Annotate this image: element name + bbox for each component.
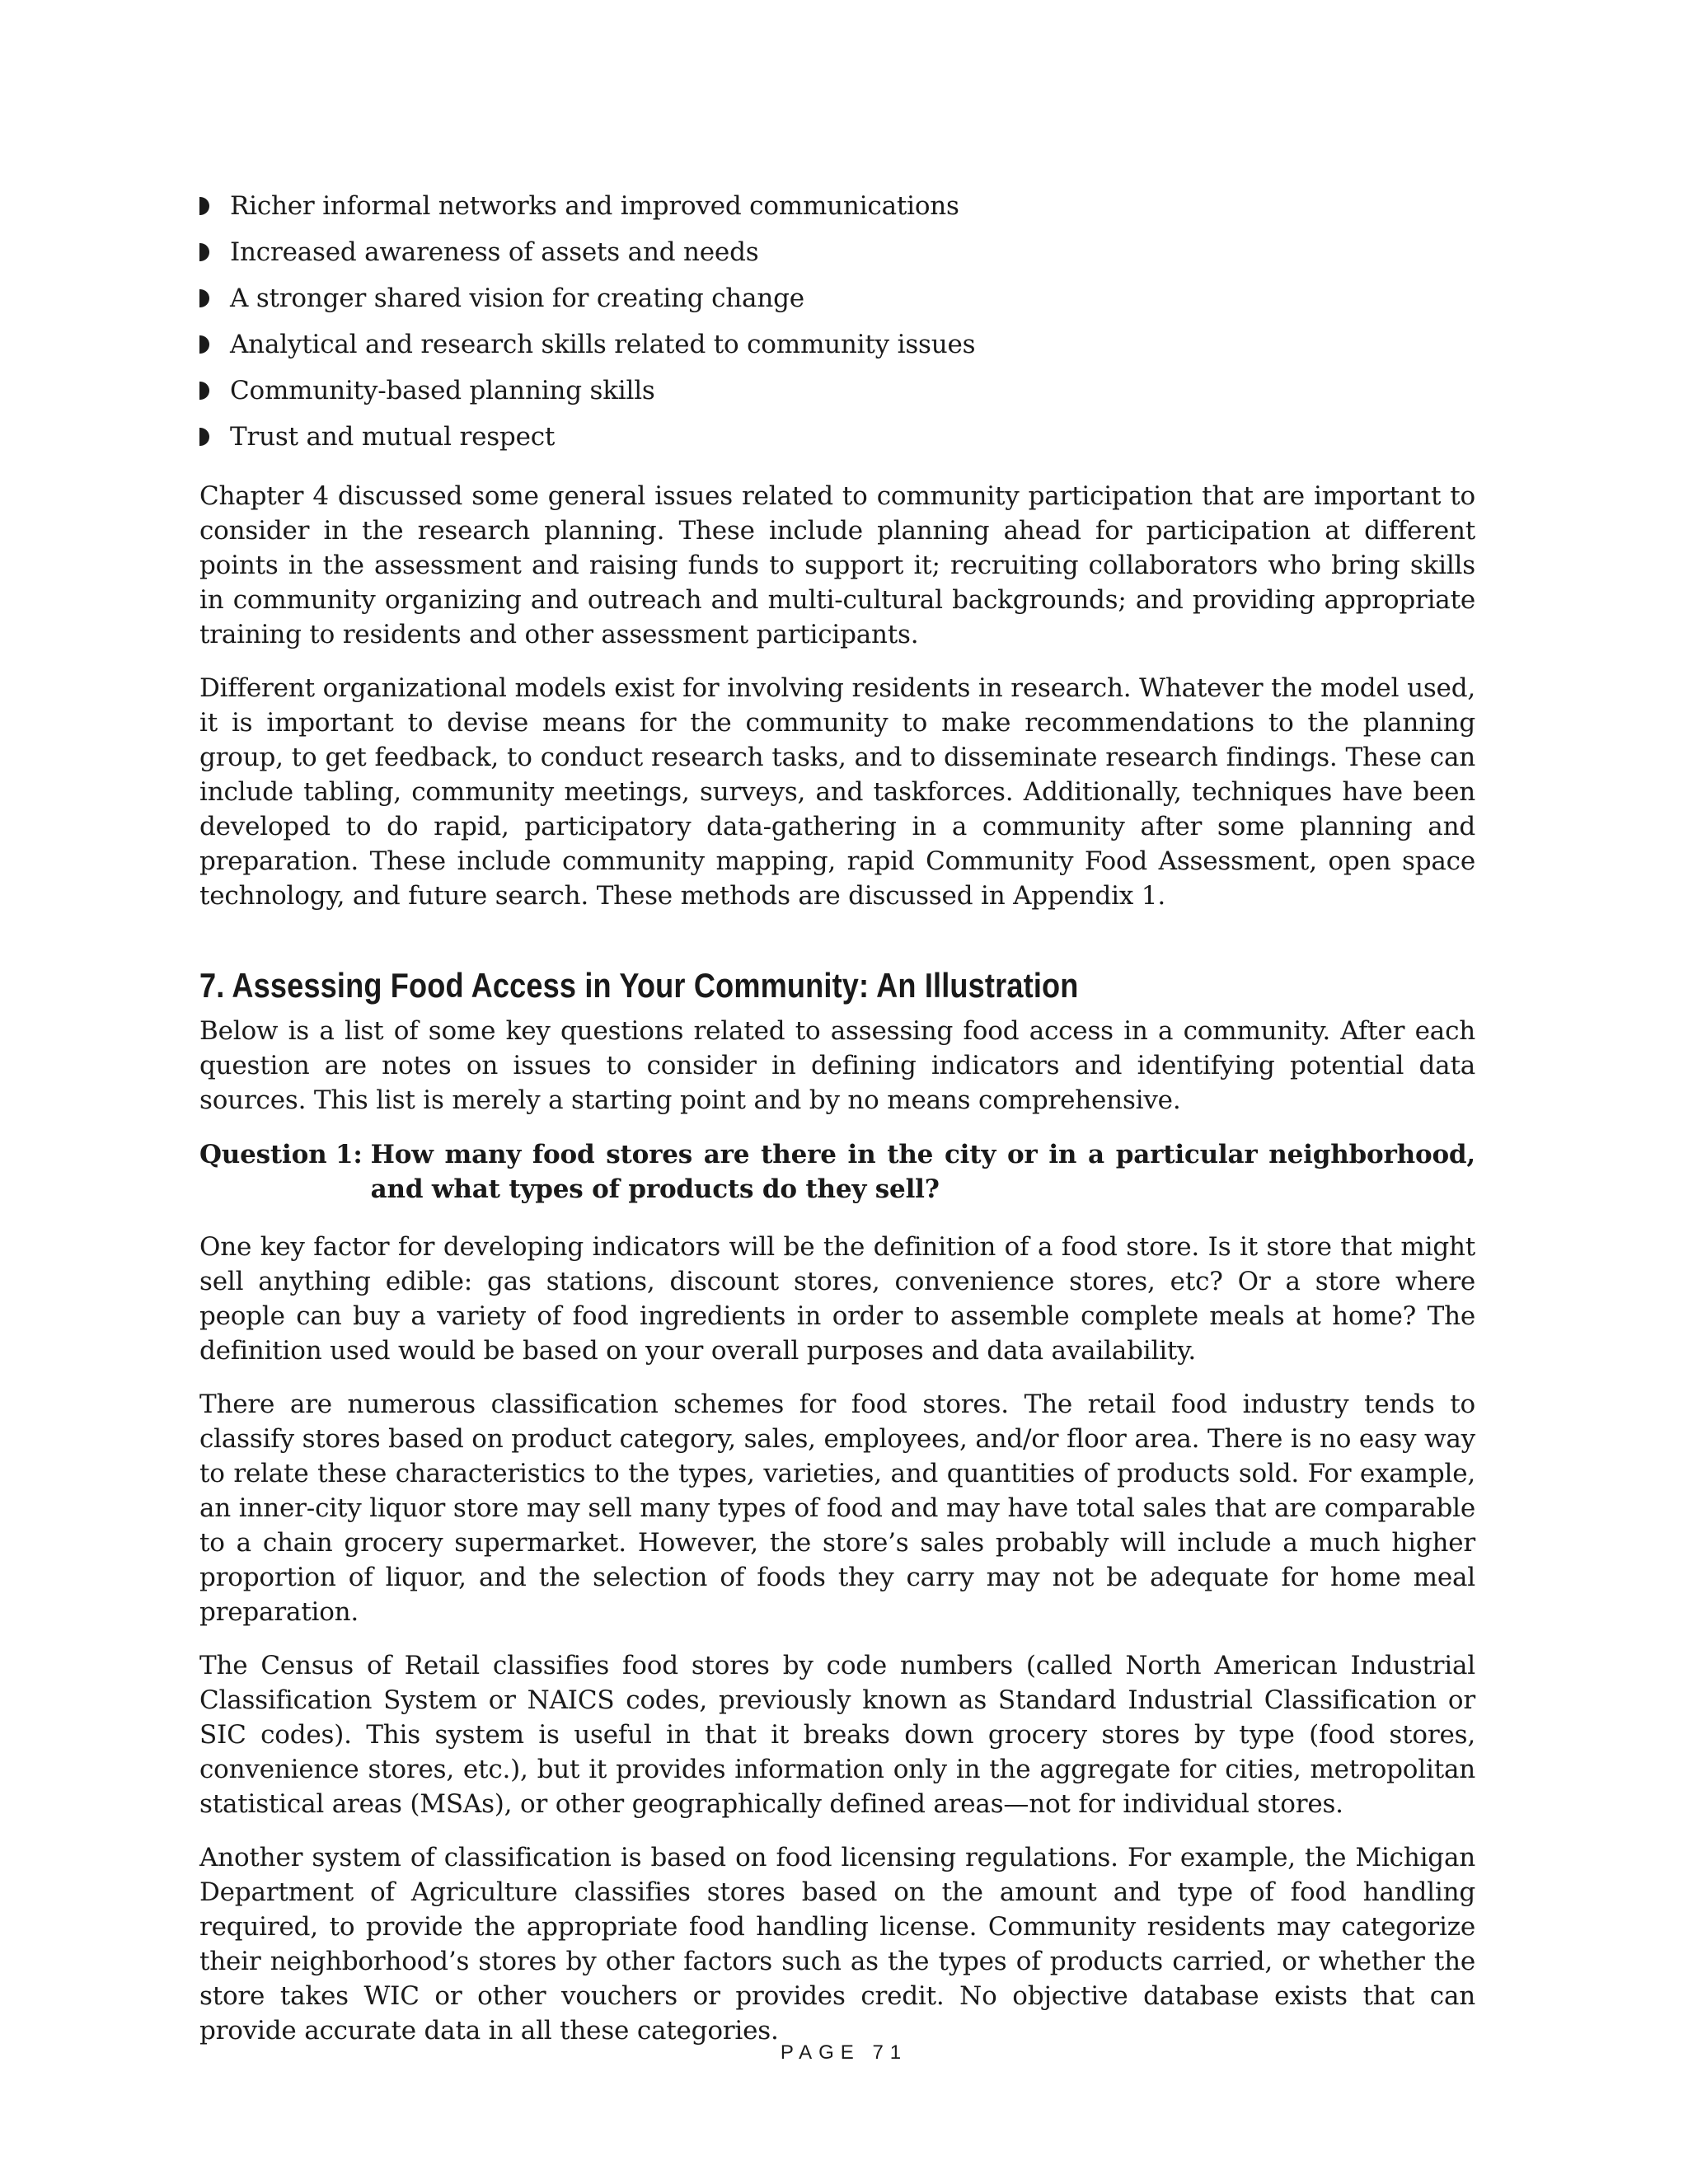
bullet-icon: [199, 382, 209, 400]
paragraph-census-of-retail: The Census of Retail classifies food stores by code numbers (called North American Industrial Classification System or NAICS codes, previously known as Standard Industrial Classification or SIC codes). This system is useful in that it breaks down grocery stores by type (food stores, convenience stores, etc.), but it provides information only in the aggregate for cities, metropolitan statistical areas (MSAs), or other geographically defined areas—not for individual stores.: [199, 1651, 1475, 1819]
list-item: [199, 229, 1475, 275]
question-label: Question 1:: [199, 1140, 363, 1169]
list-item-text: Analytical and research skills related to community issues: [230, 330, 976, 359]
bullet-icon: [199, 289, 209, 307]
document-page: [199, 183, 1475, 2048]
bullet-icon: [199, 197, 209, 215]
list-item: [199, 183, 1475, 229]
paragraph-chapter-4: Chapter 4 discussed some general issues related to community participation that are important to consider in the research planning. These include planning ahead for participation at different points in the assessment and raising funds to support it; recruiting collaborators who bring skills in community organizing and outreach and multi-cultural backgrounds; and providing appropriate training to residents and other assessment participants.: [199, 481, 1475, 649]
question-1: [199, 1137, 1475, 1207]
page-number: PAGE 71: [780, 2041, 908, 2064]
list-item-text: Community-based planning skills: [230, 376, 655, 405]
paragraph-organizational-models: Different organizational models exist for involving residents in research. Whatever the model used, it is important to devise means for the community to make recommendations to the planning group, to get feedback, to conduct research tasks, and to disseminate research findings. These can include tabling, community meetings, surveys, and taskforces. Additionally, techniques have been developed to do rapid, participatory data-gathering in a community after some planning and preparation. These include community mapping, rapid Community Food Assessment, open space technology, and future search. These methods are discussed in Appendix 1.: [199, 673, 1475, 911]
section-intro: Below is a list of some key questions related to assessing food access in a community. After each question are notes on issues to consider in defining indicators and identifying potential data sources. This list is merely a starting point and by no means comprehensive.: [199, 1016, 1475, 1115]
bullet-list: [199, 183, 1475, 460]
list-item: [199, 368, 1475, 414]
bullet-icon: [199, 335, 209, 354]
list-item-text: A stronger shared vision for creating change: [230, 284, 804, 313]
question-text: How many food stores are there in the city or in a particular neighborhood, and what types of products do they sell?: [370, 1140, 1475, 1204]
paragraph-food-store-definition: One key factor for developing indicators will be the definition of a food store. Is it store that might sell anything edible: gas stations, discount stores, convenience stores, etc? Or a store where people can buy a variety of food ingredients in order to assemble complete meals at home? The definition used would be based on your overall purposes and data availability.: [199, 1232, 1475, 1366]
section-heading: 7. Assessing Food Access in Your Community: An Illustration: [199, 966, 1079, 1005]
list-item: [199, 321, 1475, 368]
paragraph-classification-schemes: There are numerous classification schemes for food stores. The retail food industry tends to classify stores based on product category, sales, employees, and/or floor area. There is no easy way to relate these characteristics to the types, varieties, and quantities of products sold. For example, an inner-city liquor store may sell many types of food and may have total sales that are comparable to a chain grocery supermarket. However, the store’s sales probably will include a much higher proportion of liquor, and the selection of foods they carry may not be adequate for home meal preparation.: [199, 1390, 1475, 1627]
list-item-text: Increased awareness of assets and needs: [230, 237, 759, 267]
list-item: [199, 414, 1475, 460]
list-item: [199, 275, 1475, 321]
bullet-icon: [199, 243, 209, 261]
bullet-icon: [199, 428, 209, 446]
list-item-text: Trust and mutual respect: [230, 422, 556, 452]
paragraph-licensing-regulations: Another system of classification is based on food licensing regulations. For example, the Michigan Department of Agriculture classifies stores based on the amount and type of food handling required, to provide the appropriate food handling license. Community residents may categorize their neighborhood’s stores by other factors such as the types of products carried, or whether the store takes WIC or other vouchers or provides credit. No objective database exists that can provide accurate data in all these categories.: [199, 1843, 1475, 2046]
list-item-text: Richer informal networks and improved communications: [230, 191, 959, 221]
